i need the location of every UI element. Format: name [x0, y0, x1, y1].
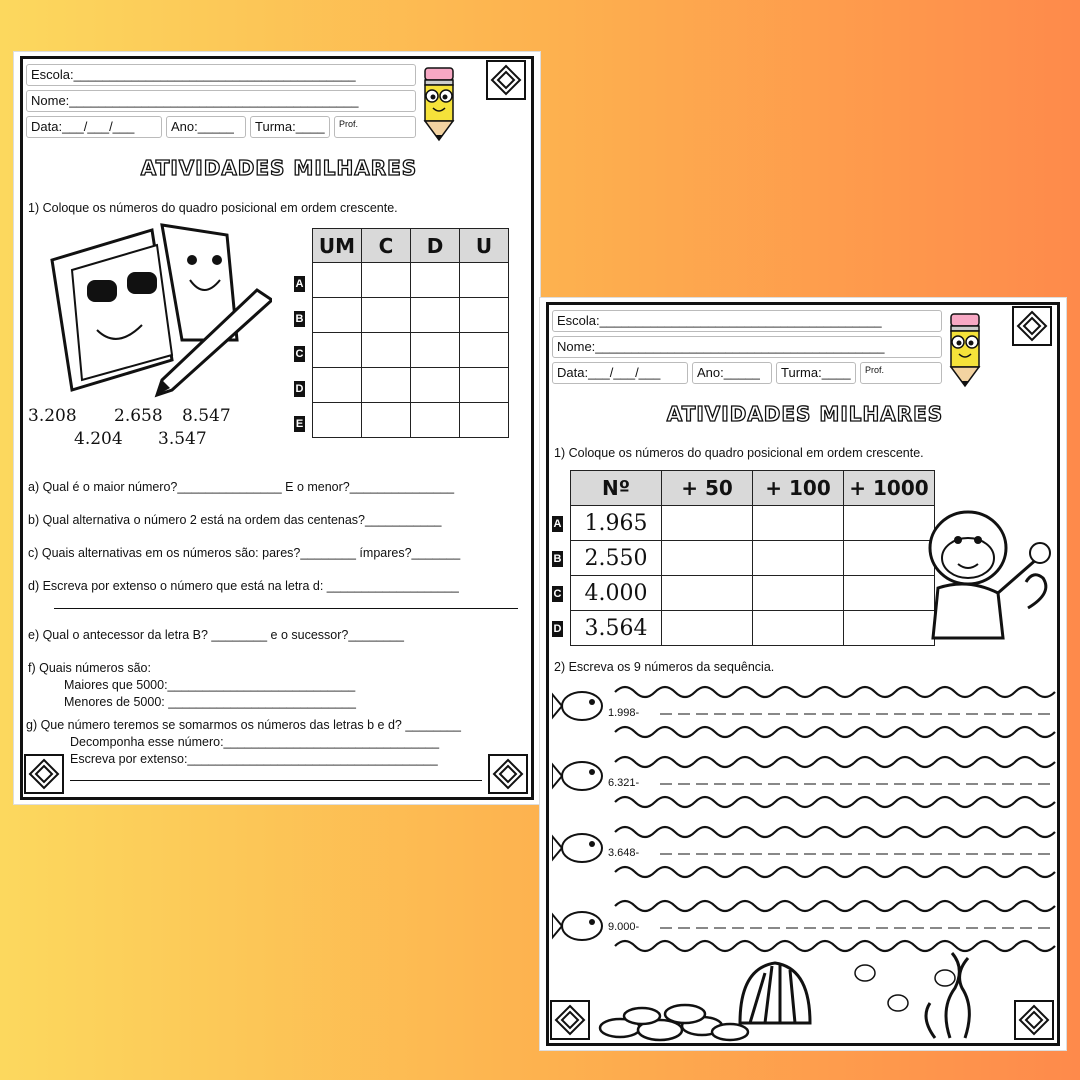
table-cell[interactable]: [362, 263, 411, 298]
table-cell[interactable]: [662, 506, 753, 541]
number-3: 8.547: [182, 406, 231, 426]
table-cell[interactable]: [460, 403, 509, 438]
fish-icon: [552, 828, 608, 868]
sequence-start-3: 3.648-: [608, 847, 640, 859]
question-f-greater: Maiores que 5000:___________________________: [64, 678, 356, 692]
prof-field[interactable]: Prof.: [334, 116, 416, 138]
table-value: 2.550: [571, 541, 662, 576]
table-cell[interactable]: [362, 368, 411, 403]
table-cell[interactable]: [313, 403, 362, 438]
question-f: f) Quais números são:: [28, 661, 151, 675]
table-cell[interactable]: [411, 333, 460, 368]
row-label: A: [295, 278, 304, 290]
table-header: Nº: [571, 471, 662, 506]
table-value: 1.965: [571, 506, 662, 541]
table-cell[interactable]: [662, 576, 753, 611]
sequence-waves: [550, 680, 1060, 960]
worksheet-title: ATIVIDADES MILHARES: [140, 156, 418, 180]
table-value: 4.000: [571, 576, 662, 611]
diamond-corner-icon: [486, 60, 526, 100]
date-field[interactable]: Data:___/___/___: [26, 116, 162, 138]
table-cell[interactable]: [313, 263, 362, 298]
shell-icon: [740, 963, 810, 1023]
school-field[interactable]: Escola:_______________________________________: [552, 310, 942, 332]
sequence-start-1: 1.998-: [608, 707, 640, 719]
table-cell[interactable]: [411, 368, 460, 403]
diamond-corner-icon: [24, 754, 64, 794]
question-b: b) Qual alternativa o número 2 está na ordem das centenas?___________: [28, 513, 442, 527]
question-c: c) Quais alternativas em os números são: pares?________ ímpares?_______: [28, 546, 461, 560]
question-e: e) Qual o antecessor da letra B? ________ e o sucessor?________: [28, 628, 404, 642]
question-g-decompose: Decomponha esse número:_______________________________: [70, 735, 440, 749]
answer-line-g[interactable]: [70, 780, 482, 781]
worksheet-1: [14, 52, 540, 804]
ocean-floor-decoration: [590, 948, 1010, 1043]
table-cell[interactable]: [411, 263, 460, 298]
pencil-mascot-icon: [419, 66, 459, 142]
row-label: B: [295, 313, 304, 325]
name-field[interactable]: Nome:________________________________________: [552, 336, 942, 358]
table-cell[interactable]: [411, 298, 460, 333]
class-field[interactable]: Turma:____: [250, 116, 330, 138]
fish-icon: [552, 756, 608, 796]
question-2: 2) Escreva os 9 números da sequência.: [554, 660, 775, 674]
table-cell[interactable]: [460, 298, 509, 333]
row-label: B: [553, 553, 562, 565]
table-cell[interactable]: [753, 506, 844, 541]
question-g: g) Que número teremos se somarmos os números das letras b e d? ________: [26, 718, 461, 732]
table-header: + 1000: [844, 471, 935, 506]
seaweed-icon: [926, 953, 969, 1038]
table-header: UM: [313, 229, 362, 263]
book-mascot-icon: [42, 220, 272, 400]
table-cell[interactable]: [753, 541, 844, 576]
number-5: 3.547: [158, 429, 207, 449]
monkey-icon: [928, 498, 1058, 648]
question-d: d) Escreva por extenso o número que está na letra d: ___________________: [28, 579, 459, 593]
table-cell[interactable]: [460, 333, 509, 368]
name-field[interactable]: Nome:________________________________________: [26, 90, 416, 112]
addition-table: [570, 470, 935, 646]
prof-field[interactable]: Prof.: [860, 362, 942, 384]
table-cell[interactable]: [753, 576, 844, 611]
table-cell[interactable]: [313, 298, 362, 333]
question-a: a) Qual é o maior número?_______________ E o menor?_______________: [28, 480, 455, 494]
table-cell[interactable]: [313, 333, 362, 368]
question-1: 1) Coloque os números do quadro posicional em ordem crescente.: [28, 201, 398, 215]
row-label: C: [295, 348, 304, 360]
sequence-start-2: 6.321-: [608, 777, 640, 789]
table-cell[interactable]: [844, 576, 935, 611]
date-field[interactable]: Data:___/___/___: [552, 362, 688, 384]
table-cell[interactable]: [662, 541, 753, 576]
school-field[interactable]: Escola:_______________________________________: [26, 64, 416, 86]
question-g-extenso: Escreva por extenso:____________________________________: [70, 752, 438, 766]
table-cell[interactable]: [844, 611, 935, 646]
diamond-corner-icon: [550, 1000, 590, 1040]
question-f-less: Menores de 5000: ___________________________: [64, 695, 356, 709]
table-cell[interactable]: [411, 403, 460, 438]
number-1: 3.208: [28, 406, 77, 426]
table-cell[interactable]: [844, 506, 935, 541]
table-header: + 50: [662, 471, 753, 506]
table-cell[interactable]: [362, 298, 411, 333]
table-header: + 100: [753, 471, 844, 506]
year-field[interactable]: Ano:_____: [692, 362, 772, 384]
table-cell[interactable]: [753, 611, 844, 646]
table-cell[interactable]: [313, 368, 362, 403]
diamond-corner-icon: [1014, 1000, 1054, 1040]
question-1: 1) Coloque os números do quadro posicional em ordem crescente.: [554, 446, 924, 460]
row-label: C: [553, 588, 562, 600]
answer-line-d[interactable]: [54, 608, 518, 609]
row-label: E: [295, 418, 304, 430]
row-label: A: [553, 518, 562, 530]
table-value: 3.564: [571, 611, 662, 646]
fish-icon: [552, 686, 608, 726]
table-cell[interactable]: [460, 263, 509, 298]
table-cell[interactable]: [362, 333, 411, 368]
diamond-corner-icon: [1012, 306, 1052, 346]
table-cell[interactable]: [362, 403, 411, 438]
fish-icon: [552, 906, 608, 946]
table-header: C: [362, 229, 411, 263]
row-label: D: [295, 383, 304, 395]
table-header: D: [411, 229, 460, 263]
table-cell[interactable]: [662, 611, 753, 646]
worksheet-title: ATIVIDADES MILHARES: [666, 402, 944, 426]
sequence-start-4: 9.000-: [608, 921, 640, 933]
place-value-table: [312, 228, 509, 438]
year-field[interactable]: Ano:_____: [166, 116, 246, 138]
table-header: U: [460, 229, 509, 263]
diamond-corner-icon: [488, 754, 528, 794]
class-field[interactable]: Turma:____: [776, 362, 856, 384]
number-2: 2.658: [114, 406, 163, 426]
table-cell[interactable]: [844, 541, 935, 576]
pencil-mascot-icon: [945, 312, 985, 388]
row-label: D: [553, 623, 562, 635]
table-cell[interactable]: [460, 368, 509, 403]
number-4: 4.204: [74, 429, 123, 449]
worksheet-2: [540, 298, 1066, 1050]
